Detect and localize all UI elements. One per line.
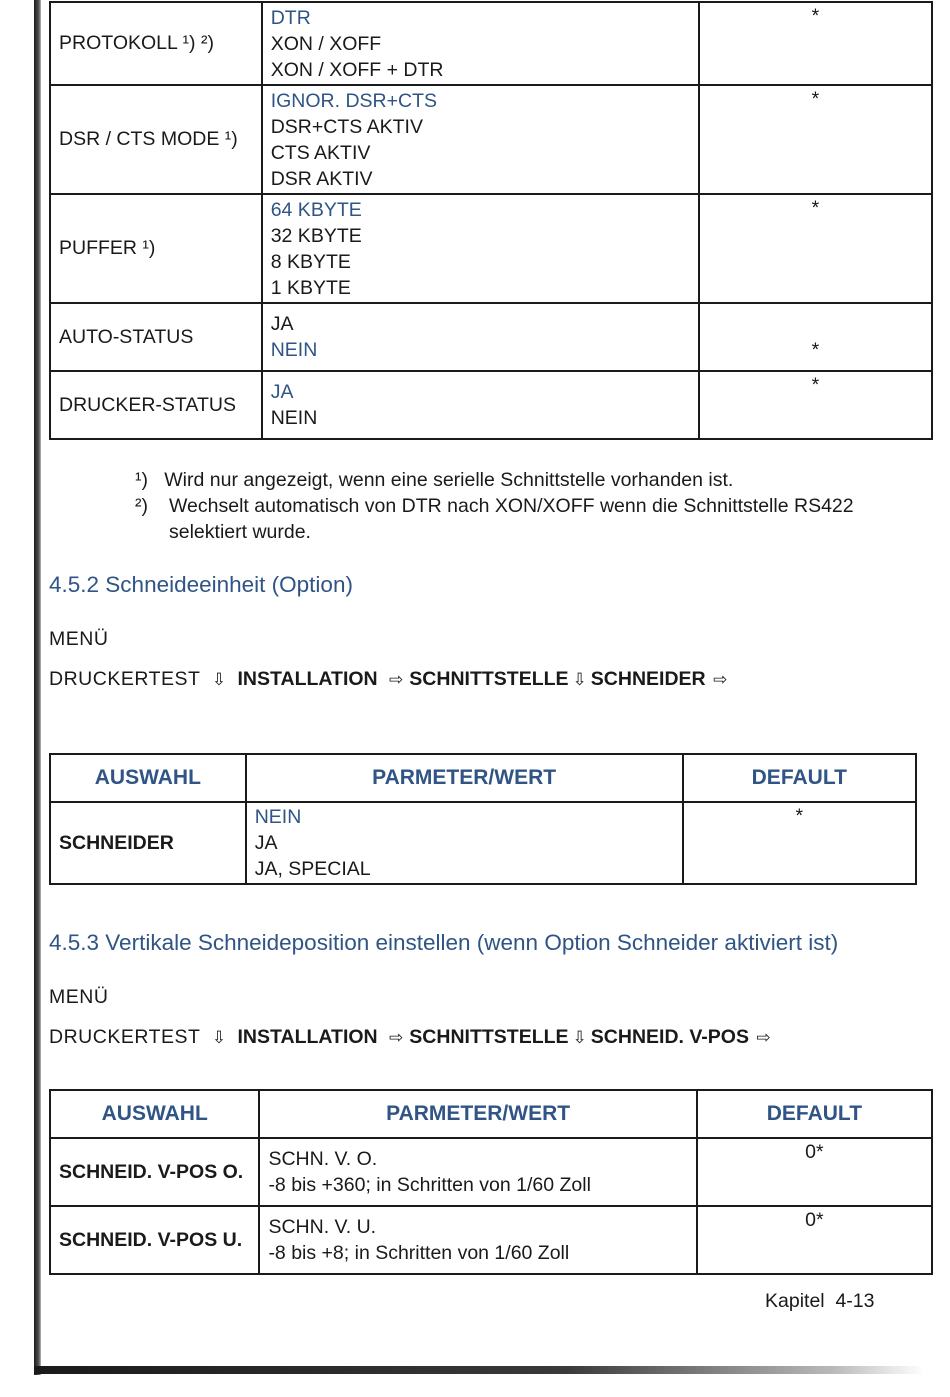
footnote-2: [135, 493, 854, 519]
row-label: PUFFER ¹): [50, 194, 262, 303]
table-row: [50, 371, 932, 439]
column-header-auswahl: AUSWAHL: [50, 754, 246, 802]
value-default: NEIN: [270, 339, 318, 361]
value-option: 1 KBYTE: [270, 276, 351, 299]
row-values: [262, 2, 699, 85]
path-item-installation: INSTALLATION: [237, 668, 378, 690]
default-mark: *: [699, 303, 932, 371]
row-label: PROTOKOLL ¹) ²): [50, 2, 262, 85]
row-label: SCHNEID. V-POS U.: [50, 1206, 259, 1274]
default-mark: *: [699, 194, 932, 303]
value-option: DSR+CTS AKTIV: [270, 115, 423, 138]
path-item-schnittstelle: SCHNITTSTELLE: [409, 1026, 569, 1048]
row-values: [262, 371, 699, 439]
row-values: [262, 194, 699, 303]
column-header-auswahl: AUSWAHL: [50, 1090, 259, 1138]
table-header-row: [50, 754, 916, 802]
row-label: AUTO-STATUS: [50, 303, 262, 371]
footnote-text: Wechselt automatisch von DTR nach XON/XOFF wenn die Schnittstelle RS422: [169, 495, 854, 517]
table-header-row: [50, 1090, 932, 1138]
column-header-default: DEFAULT: [683, 754, 916, 802]
path-item-schneider: SCHNEIDER: [590, 668, 706, 690]
value-option: JA: [270, 313, 294, 335]
value-option: 8 KBYTE: [270, 250, 351, 273]
section-heading-452: 4.5.2 Schneideeinheit (Option): [49, 572, 353, 597]
default-value: 0*: [697, 1138, 932, 1206]
page-border-bottom: [34, 1366, 924, 1374]
page-footer: Kapitel 4-13: [765, 1290, 875, 1312]
column-header-parameter: PARMETER/WERT: [246, 754, 683, 802]
settings-table-interface: [49, 1, 933, 440]
value-option: SCHN. V. U.: [268, 1216, 377, 1238]
value-range: -8 bis +360; in Schritten von 1/60 Zoll: [268, 1174, 591, 1196]
down-arrow-icon: ⇩: [211, 670, 227, 689]
value-default: JA: [270, 381, 294, 403]
value-option: CTS AKTIV: [270, 141, 371, 164]
path-item-druckertest: DRUCKERTEST: [49, 1026, 201, 1048]
value-option: JA, SPECIAL: [254, 858, 371, 880]
table-row: [50, 303, 932, 371]
right-arrow-icon: ⇨: [756, 1028, 771, 1047]
footnote-mark: ²): [135, 495, 148, 517]
column-header-default: DEFAULT: [697, 1090, 932, 1138]
footnote-2-continued: selektiert wurde.: [169, 521, 311, 543]
value-default: IGNOR. DSR+CTS: [270, 89, 438, 112]
value-option: 32 KBYTE: [270, 224, 362, 247]
down-arrow-icon: ⇩: [211, 1028, 227, 1047]
table-row: [50, 2, 932, 85]
row-values: [246, 802, 683, 884]
table-row: [50, 85, 932, 194]
footnote-1: [135, 467, 733, 493]
right-arrow-icon: ⇨: [389, 1028, 404, 1047]
row-label: SCHNEIDER: [50, 802, 246, 884]
menu-path-452: [49, 668, 733, 691]
value-option: NEIN: [270, 407, 318, 429]
default-mark: *: [699, 85, 932, 194]
menu-label: MENÜ: [49, 986, 109, 1008]
row-values: [259, 1138, 696, 1206]
row-label: DSR / CTS MODE ¹): [50, 85, 262, 194]
cut-position-table: [49, 1089, 933, 1275]
menu-label: MENÜ: [49, 628, 109, 650]
default-mark: *: [699, 371, 932, 439]
value-default: NEIN: [254, 806, 302, 828]
menu-path-453: [49, 1026, 777, 1049]
value-default: DTR: [270, 6, 311, 29]
default-mark: *: [699, 2, 932, 85]
value-option: SCHN. V. O.: [268, 1148, 378, 1170]
path-item-schneid-v-pos: SCHNEID. V-POS: [590, 1026, 749, 1048]
value-range: -8 bis +8; in Schritten von 1/60 Zoll: [268, 1242, 570, 1264]
value-default: 64 KBYTE: [270, 198, 362, 221]
footnote-mark: ¹): [135, 469, 148, 491]
value-option: XON / XOFF: [270, 32, 382, 55]
path-item-schnittstelle: SCHNITTSTELLE: [409, 668, 569, 690]
default-mark: *: [683, 802, 916, 884]
down-arrow-icon: ⇩: [572, 670, 587, 689]
table-row: [50, 802, 916, 884]
row-values: [259, 1206, 696, 1274]
table-row: [50, 1206, 932, 1274]
page-border-left: [34, 0, 41, 1375]
value-option: JA: [254, 832, 278, 854]
column-header-parameter: PARMETER/WERT: [259, 1090, 696, 1138]
footnote-text: Wird nur angezeigt, wenn eine serielle Schnittstelle vorhanden ist.: [164, 469, 734, 491]
right-arrow-icon: ⇨: [389, 670, 404, 689]
table-row: [50, 1138, 932, 1206]
row-label: SCHNEID. V-POS O.: [50, 1138, 259, 1206]
table-row: [50, 194, 932, 303]
path-item-installation: INSTALLATION: [237, 1026, 378, 1048]
value-option: DSR AKTIV: [270, 167, 373, 190]
value-option: XON / XOFF + DTR: [270, 58, 444, 81]
down-arrow-icon: ⇩: [572, 1028, 587, 1047]
row-values: [262, 85, 699, 194]
right-arrow-icon: ⇨: [713, 670, 728, 689]
path-item-druckertest: DRUCKERTEST: [49, 668, 201, 690]
row-values: [262, 303, 699, 371]
default-value: 0*: [697, 1206, 932, 1274]
row-label: DRUCKER-STATUS: [50, 371, 262, 439]
section-heading-453: 4.5.3 Vertikale Schneideposition einstellen (wenn Option Schneider aktiviert ist): [49, 930, 839, 955]
cutter-table: [49, 753, 917, 885]
